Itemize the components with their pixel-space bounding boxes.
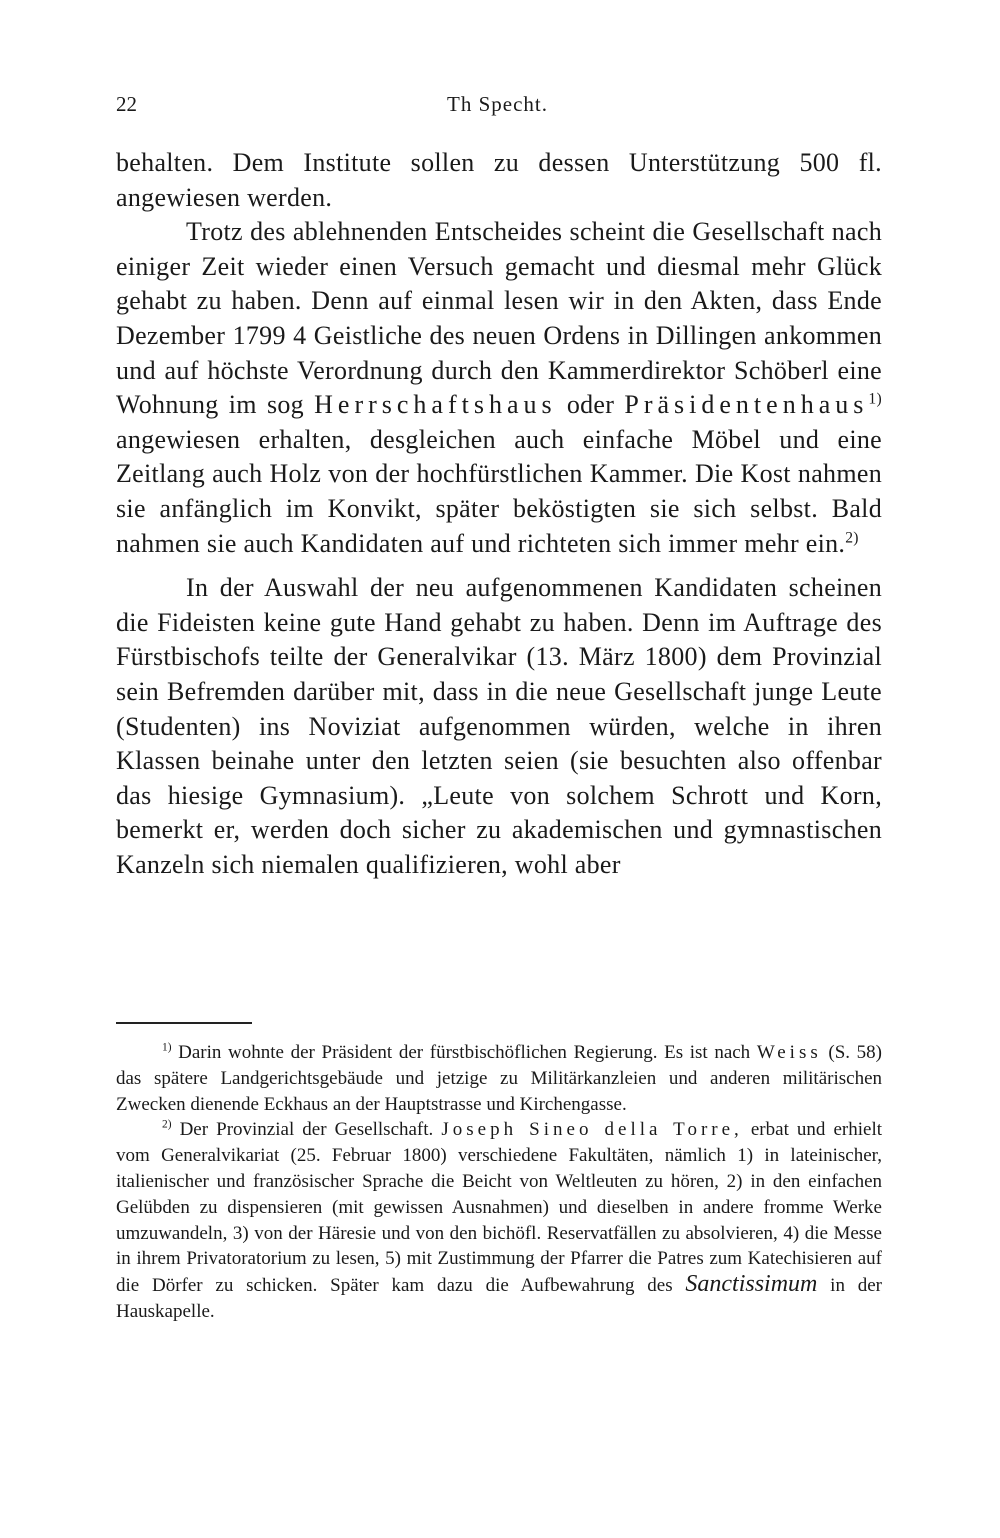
paragraph-3: In der Auswahl der neu aufgenommenen Kandidaten scheinen die Fideisten keine gute Hand gehabt zu haben. Denn im Auftrage des Fürstbischofs teilte der Generalvikar (13. März 1800) dem Provinzial sein Befremden darüber mit, dass in die neue Gesellschaft junge Leute (Studenten) ins Noviziat aufgenommen würden, welche in ihren Klassen beinahe unter den letzten seien (sie besuchten also offenbar das hiesige Gymnasium). „Leute von solchem Schrott und Korn, bemerkt er, werden doch sicher zu akademischen und gymnastischen Kanzeln sich niemalen qualifizieren, wohl aber [116, 573, 882, 879]
footnote-2-text-a: Der Provinzial der Gesellschaft. [179, 1119, 434, 1141]
paragraph-1: behalten. Dem Institute sollen zu dessen Unterstützung 500 fl. angewiesen werden. [116, 148, 882, 212]
paragraph-2-text-c: angewiesen erhalten, desgleichen auch einfache Möbel und eine Zeitlang auch Holz von der hochfürstlichen Kammer. Die Kost nahmen sie anfänglich im Konvikt, später beköstigten sie sich selbst. Bald nahmen sie auch Kandidaten auf und richteten sich immer mehr ein. [116, 424, 882, 558]
page-number: 22 [116, 92, 137, 116]
footnote-divider [116, 1022, 252, 1024]
footnote-2-italic: Sanctissimum [685, 1271, 818, 1298]
paragraph-2 [116, 215, 882, 561]
footnote-2 [116, 1117, 882, 1324]
footnote-1 [116, 1040, 882, 1117]
paragraph-2-text-b: oder [566, 390, 615, 420]
footnote-ref-2: 2) [845, 528, 859, 546]
paragraph-2-text-a: Trotz des ablehnenden Entscheides scheint die Gesellschaft nach einiger Zeit wieder einen Versuch gemacht und diesmal mehr Glück gehabt zu haben. Denn auf einmal lesen wir in den Akten, dass Ende Dezember 1799 4 Geistliche des neuen Ordens in Dillingen ankommen und auf höchste Verordnung durch den Kammerdirektor Schöberl eine Wohnung im sog [116, 217, 882, 420]
footnote-1-text-a: Darin wohnte der Präsident der fürstbischöflichen Regierung. Es ist nach [178, 1042, 751, 1063]
footnote-2-text-c: in der Hauskapelle. [116, 1275, 882, 1322]
footnote-1-mark: 1) [162, 1041, 172, 1054]
footnote-ref-1: 1) [868, 390, 882, 408]
running-title: Th Specht. [447, 92, 548, 116]
footnote-1-text-b: (S. 58) das spätere Landgerichtsgebäude und jetzige zu Militärkanzleien und anderen militärischen Zwecken dienende Eckhaus an der Hauptstrasse und Kirchengasse. [116, 1042, 882, 1115]
footnote-2-mark: 2) [162, 1119, 172, 1132]
footnote-2-text-b: erbat und erhielt vom Generalvikariat (25. Februar 1800) verschiedene Fakultäten, nämlich 1) in lateinischer, italienischer und französischer Sprache die Beicht von Weltleuten zu hören, 2) in den einfachen Gelübden zu dispensieren (mit gewissen Ausnahmen) und dieselben in andere fromme Werke umzuwandeln, 3) von der Häresie und von den bichöfl. Reservatfällen zu absolvieren, 4) die Messe in ihrem Privatoratorium zu lesen, 5) mit Zustimmung der Pfarrer die Patres zum Katechisieren auf die Dörfer zu schicken. Später kam dazu die Aufbewahrung des [116, 1119, 883, 1297]
footnote-1-author: Weiss [756, 1042, 822, 1063]
main-text [116, 146, 882, 882]
footnotes [116, 1040, 882, 1325]
herrschaftshaus-term: Herrschaftshaus [314, 390, 557, 420]
praesidentenhaus-term: Präsidentenhaus [624, 390, 869, 420]
footnote-2-name: Joseph Sineo della Torre, [441, 1119, 743, 1141]
